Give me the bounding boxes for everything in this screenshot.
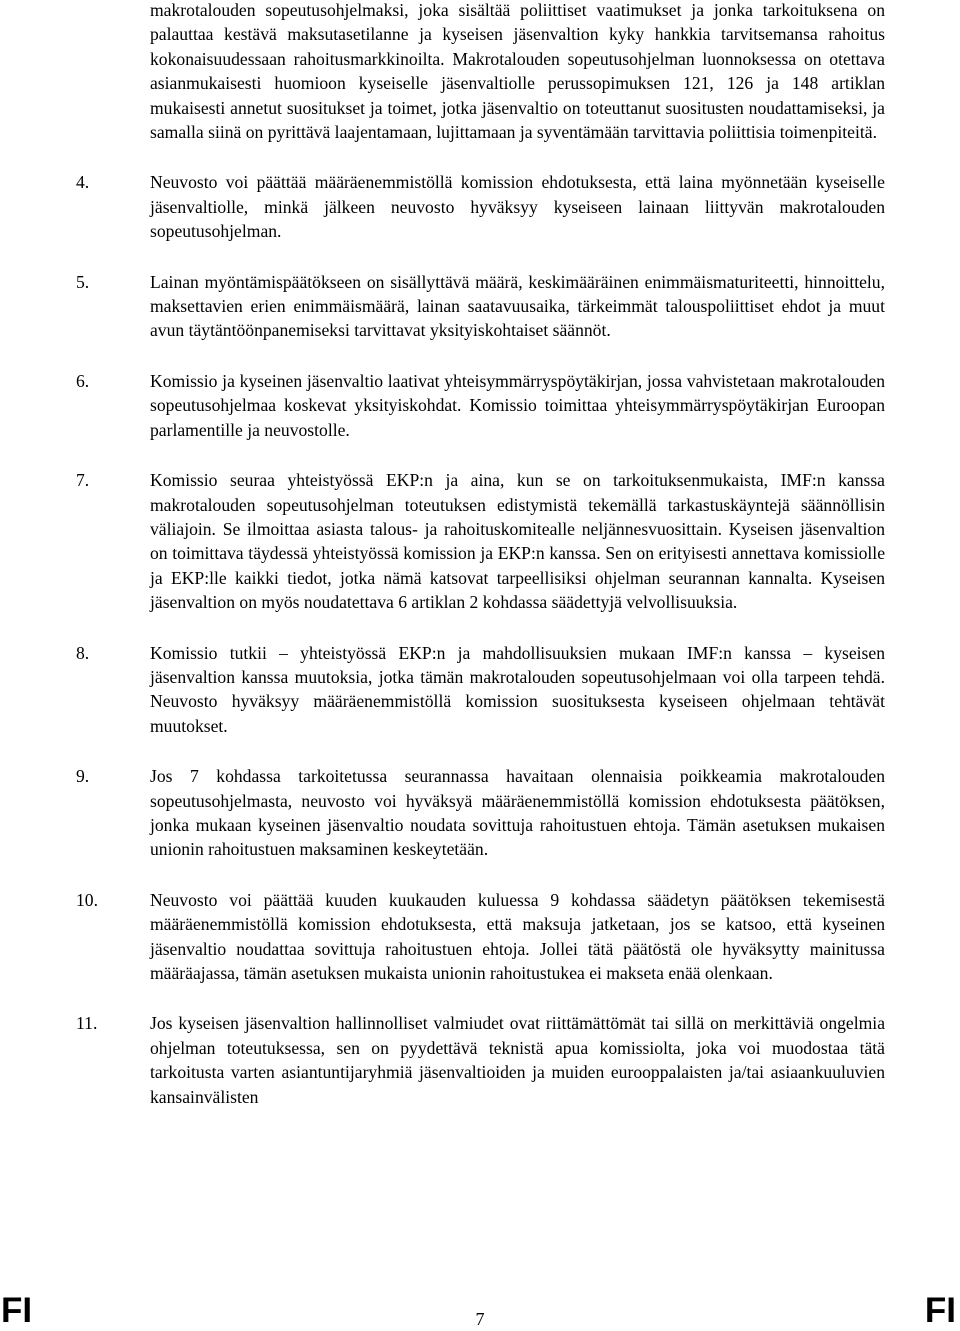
paragraph-4 [0, 170, 960, 243]
paragraph-7 [0, 468, 960, 614]
paragraph-text: Neuvosto voi päättää määräenemmistöllä komission ehdotuksesta, että laina myönnetään kyseiselle jäsenvaltiolle, minkä jälkeen neuvosto hyväksyy kyseiseen lainaan liittyvän makrotalouden sopeutusohjelman. [150, 172, 885, 242]
footer-language-right: FI [924, 1291, 956, 1330]
paragraph-text: Lainan myöntämispäätökseen on sisällyttävä määrä, keskimääräinen enimmäismaturiteetti, hinnoittelu, maksettavien erien enimmäismäärä, lainan saatavuusaika, tärkeimmät talouspoliittiset ehdot ja muut avun täytäntöönpanemiseksi tarvittavat yksityiskohtaiset säännöt. [150, 271, 885, 341]
paragraph-text: Komissio ja kyseinen jäsenvaltio laativat yhteisymmärryspöytäkirjan, jossa vahvistetaan makrotalouden sopeutusohjelmaa koskevat yksityiskohdat. Komissio toimittaa yhteisymmärryspöytäkirjan Euroopan parlamentille ja neuvostolle. [150, 370, 885, 440]
paragraph-number: 6. [76, 370, 90, 391]
footer-language-left: FI [1, 1291, 33, 1330]
page-number: 7 [475, 1309, 485, 1329]
paragraph-number: 4. [76, 172, 90, 193]
paragraph-number: 11. [76, 1013, 98, 1034]
paragraph-text: Jos kyseisen jäsenvaltion hallinnolliset valmiudet ovat riittämättömät tai sillä on merkittäviä ongelmia ohjelman toteutuksessa, sen on pyydettävä teknistä apua komissiolta, joka voi muodostaa tätä tarkoitusta varten asiantuntijaryhmiä jäsenvaltioiden ja muiden eurooppalaisten ja/tai asiaankuuluvien kansainvälisten [150, 1013, 885, 1107]
paragraph-number: 8. [76, 642, 90, 663]
continuation-paragraph [0, 0, 960, 144]
paragraph-5 [0, 270, 960, 343]
paragraph-10 [0, 888, 960, 986]
paragraph-text: Komissio tutkii – yhteistyössä EKP:n ja mahdollisuuksien mukaan IMF:n kanssa – kyseisen jäsenvaltion kanssa muutoksia, jotka tämän makrotalouden sopeutusohjelmaan voi olla tarpeen tehdä. Neuvosto hyväksyy määräenemmistöllä komission suosituksesta kyseiseen ohjelmaan tehtävät muutokset. [150, 642, 885, 736]
paragraph-text: Jos 7 kohdassa tarkoitetussa seurannassa havaitaan olennaisia poikkeamia makrotalouden sopeutusohjelmasta, neuvosto voi hyväksyä määräenemmistöllä komission ehdotuksesta päätöksen, jonka mukaan kyseinen jäsenvaltio noudata sovittuja rahoitustuen ehtoja. Tämän asetuksen mukaisen unionin rahoitustuen maksaminen keskeytetään. [150, 766, 885, 860]
paragraph-text: makrotalouden sopeutusohjelmaksi, joka sisältää poliittiset vaatimukset ja jonka tarkoituksena on palauttaa kestävä maksutasetilanne ja kyseisen jäsenvaltion kyky hankkia tarvitsemansa rahoitus kokonaisuudessaan rahoitusmarkkinoilta. Makrotalouden sopeutusohjelman luonnoksessa on otettava asianmukaisesti huomioon kyseiselle jäsenvaltiolle perussopimuksen 121, 126 ja 148 artiklan mukaisesti annetut suositukset ja toimet, jotka jäsenvaltio on toteuttanut suositusten noudattamiseksi, ja samalla siinä on pyrittävä laajentamaan, lujittamaan ja syventämään tarvittavia poliittisia toimenpiteitä. [150, 0, 885, 143]
paragraph-number: 5. [76, 271, 90, 292]
paragraph-8 [0, 641, 960, 739]
paragraph-9 [0, 764, 960, 862]
paragraph-6 [0, 369, 960, 442]
paragraph-number: 9. [76, 766, 90, 787]
paragraph-text: Komissio seuraa yhteistyössä EKP:n ja aina, kun se on tarkoituksenmukaista, IMF:n kanssa makrotalouden sopeutusohjelman toteutuksen edistymistä tekemällä tarkastuskäyntejä säännöllisin väliajoin. Se ilmoittaa asiasta talous- ja rahoituskomitealle neljännesvuosittain. Kyseisen jäsenvaltion on toimittava täydessä yhteistyössä komission ja EKP:n kanssa. Sen on erityisesti annettava komissiolle ja EKP:lle kaikki tiedot, jotka nämä katsovat tarpeellisiksi ohjelman seurannan kannalta. Kyseisen jäsenvaltion on myös noudatettava 6 artiklan 2 kohdassa säädettyjä velvollisuuksia. [150, 470, 885, 613]
paragraph-number: 10. [76, 889, 98, 910]
paragraph-text: Neuvosto voi päättää kuuden kuukauden kuluessa 9 kohdassa säädetyn päätöksen tekemisestä määräenemmistöllä komission ehdotuksesta, että maksuja jatketaan, jos se katsoo, että kyseinen jäsenvaltio noudattaa sovittuja rahoitustuen ehtoja. Jollei tätä päätöstä ole hyväksytty mainitussa määräajassa, tämän asetuksen mukaista unionin rahoitustukea ei makseta enää olenkaan. [150, 889, 885, 983]
paragraph-number: 7. [76, 470, 90, 491]
paragraph-11 [0, 1011, 960, 1109]
